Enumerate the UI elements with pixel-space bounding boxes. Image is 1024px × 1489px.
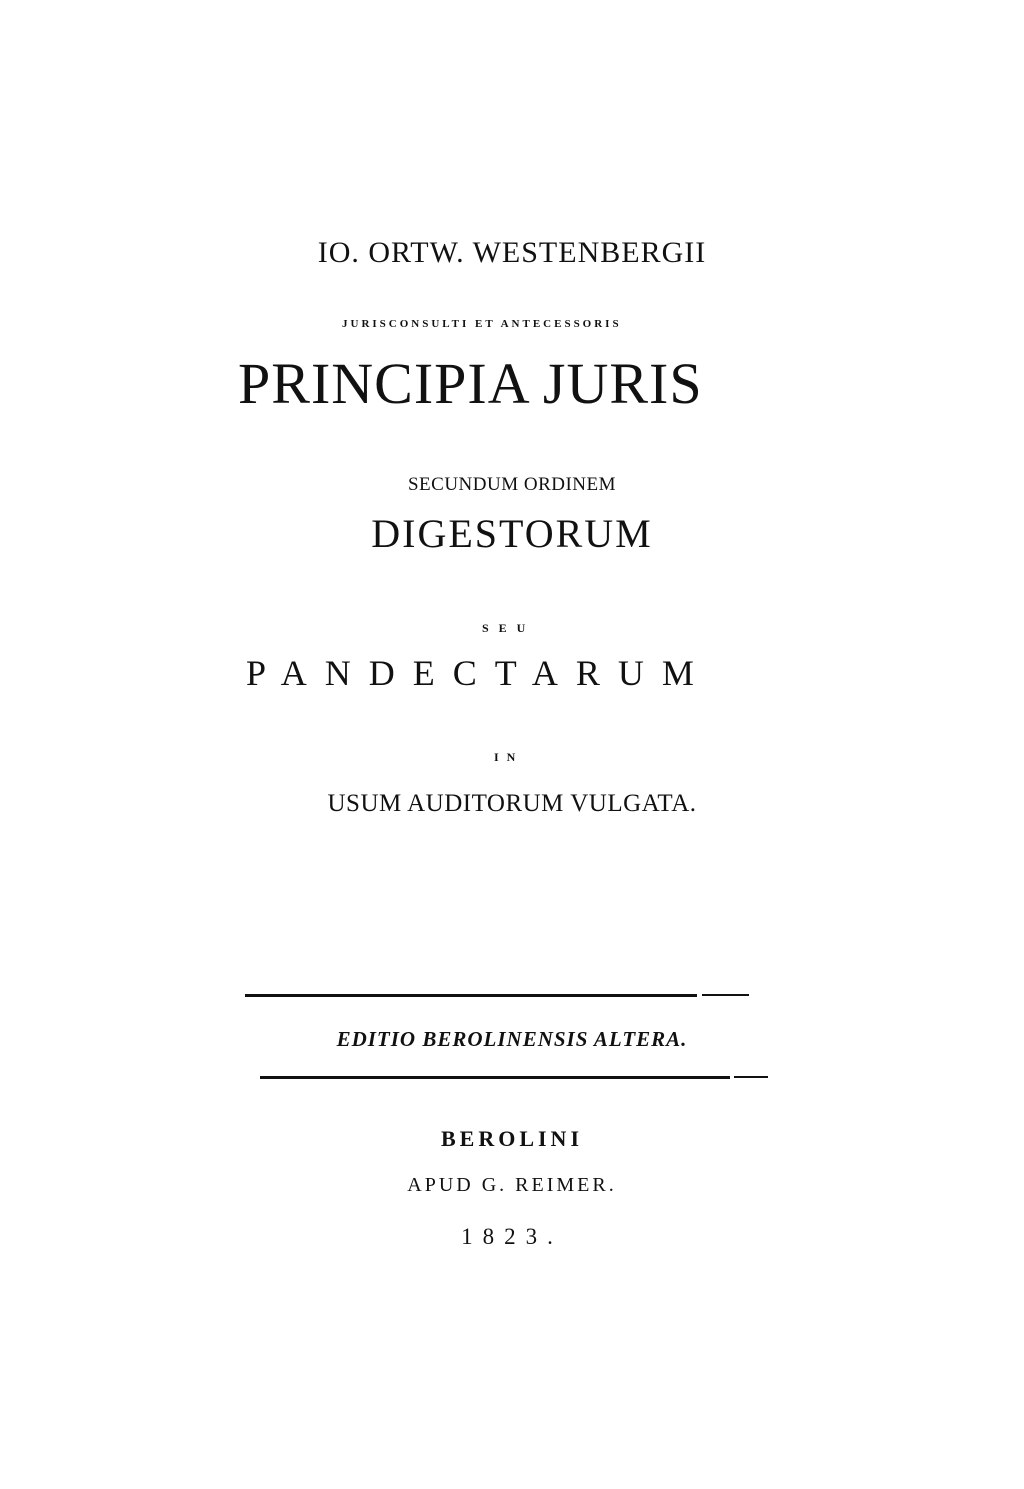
top-divider-rule [245, 994, 697, 997]
main-title: PRINCIPIA JURIS [238, 351, 703, 416]
bottom-divider-rule [260, 1076, 730, 1079]
subtitle-digestorum: DIGESTORUM [371, 511, 653, 556]
author-role: JURISCONSULTI ET ANTECESSORIS [342, 318, 622, 330]
edition-line: EDITIO BEROLINENSIS ALTERA. [336, 1027, 688, 1051]
subtitle-secundum-ordinem: SECUNDUM ORDINEM [407, 474, 617, 495]
subtitle-pandectarum: PANDECTARUM [246, 653, 712, 693]
purpose-line: USUM AUDITORUM VULGATA. [327, 790, 697, 817]
preposition-in: IN [494, 750, 524, 764]
conjunction-seu: SEU [482, 621, 536, 635]
author-name: IO. ORTW. WESTENBERGII [317, 236, 707, 269]
top-divider-rule-end [702, 994, 749, 996]
bottom-divider-rule-end [734, 1076, 768, 1078]
publisher-line: APUD G. REIMER. [407, 1174, 617, 1196]
publication-year: 1823. [461, 1224, 563, 1249]
publication-place: BEROLINI [440, 1126, 584, 1151]
